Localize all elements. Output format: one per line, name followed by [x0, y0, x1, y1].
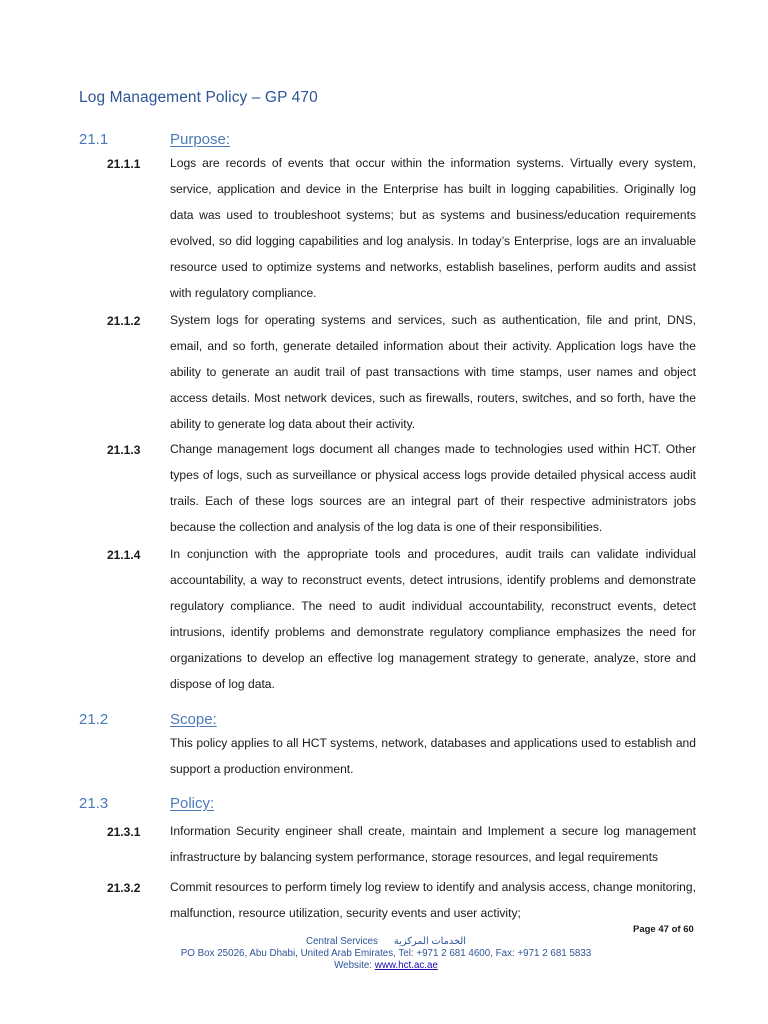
item-text: Logs are records of events that occur within the information systems. Virtually every system, service, application and device in the Enterprise has built in logging capabilities. Originally log data was used to troubleshoot systems; but as systems and business/education requirements evolved, so did logging capabilities and log analysis. In today’s Enterprise, logs are an invaluable resource used to optimize systems and networks, establish baselines, perform audits and assist with regulatory compliance. [170, 156, 696, 300]
page-current: 47 [658, 924, 669, 935]
section-number: 21.2 [79, 711, 109, 728]
page-total: 60 [683, 924, 694, 935]
section-title-scope: Scope: [170, 711, 217, 728]
section-title-purpose: Purpose: [170, 131, 231, 148]
item-number: 21.1.2 [107, 314, 141, 328]
item-number: 21.3.1 [107, 825, 141, 839]
document-title: Log Management Policy – GP 470 [79, 89, 318, 106]
scope-text: This policy applies to all HCT systems, network, databases and applications used to establish and support a production environment. [170, 736, 696, 776]
section-title-policy: Policy: [170, 795, 215, 812]
footer-org-en: Central Services [305, 936, 378, 947]
item-number: 21.1.3 [107, 443, 141, 457]
footer-website-link[interactable]: www.hct.ac.ae [374, 960, 438, 971]
item-number: 21.1.1 [107, 157, 141, 171]
item-number: 21.3.2 [107, 881, 141, 895]
footer-org-ar: الخدمات المركزية [393, 936, 467, 947]
page-label: Page [633, 924, 656, 935]
item-number: 21.1.4 [107, 548, 141, 562]
section-number: 21.1 [79, 131, 109, 148]
item-text: System logs for operating systems and services, such as authentication, file and print, DNS, email, and so forth, generate detailed information about their activity. Application logs have the ability to generate an audit trail of past transactions with time stamps, user names and object access details. Most network devices, such as firewalls, routers, switches, and so forth, have the ability to generate log data about their activity. [170, 313, 696, 431]
footer-address: PO Box 25026, Abu Dhabi, United Arab Emirates, Tel: +971 2 681 4600, Fax: +971 2 681 5833 [180, 948, 592, 959]
section-number: 21.3 [79, 795, 109, 812]
page-of: of [671, 924, 681, 935]
item-text: Change management logs document all changes made to technologies used within HCT. Other types of logs, such as surveillance or physical access logs provide detailed physical access audit trails. Each of these logs sources are an integral part of their respective administrators jobs because the collection and analysis of the log data is one of their responsibilities. [170, 442, 696, 534]
footer [140, 936, 632, 972]
item-text: Information Security engineer shall create, maintain and Implement a secure log management infrastructure by balancing system performance, storage resources, and legal requirements [170, 824, 696, 864]
item-text: In conjunction with the appropriate tools and procedures, audit trails can validate individual accountability, a way to reconstruct events, detect intrusions, identify problems and demonstrate regulatory compliance. The need to audit individual accountability, reconstruct events, detect intrusions, identify problems and demonstrate regulatory compliance emphasizes the need for organizations to develop an effective log management strategy to generate, analyze, store and dispose of log data. [170, 547, 696, 691]
footer-website-label: Website: [334, 960, 373, 971]
page-number [633, 924, 694, 935]
footer-website-line [140, 960, 632, 972]
item-text: Commit resources to perform timely log review to identify and analysis access, change monitoring, malfunction, resource utilization, security events and user activity; [170, 880, 696, 920]
footer-org [140, 936, 632, 948]
